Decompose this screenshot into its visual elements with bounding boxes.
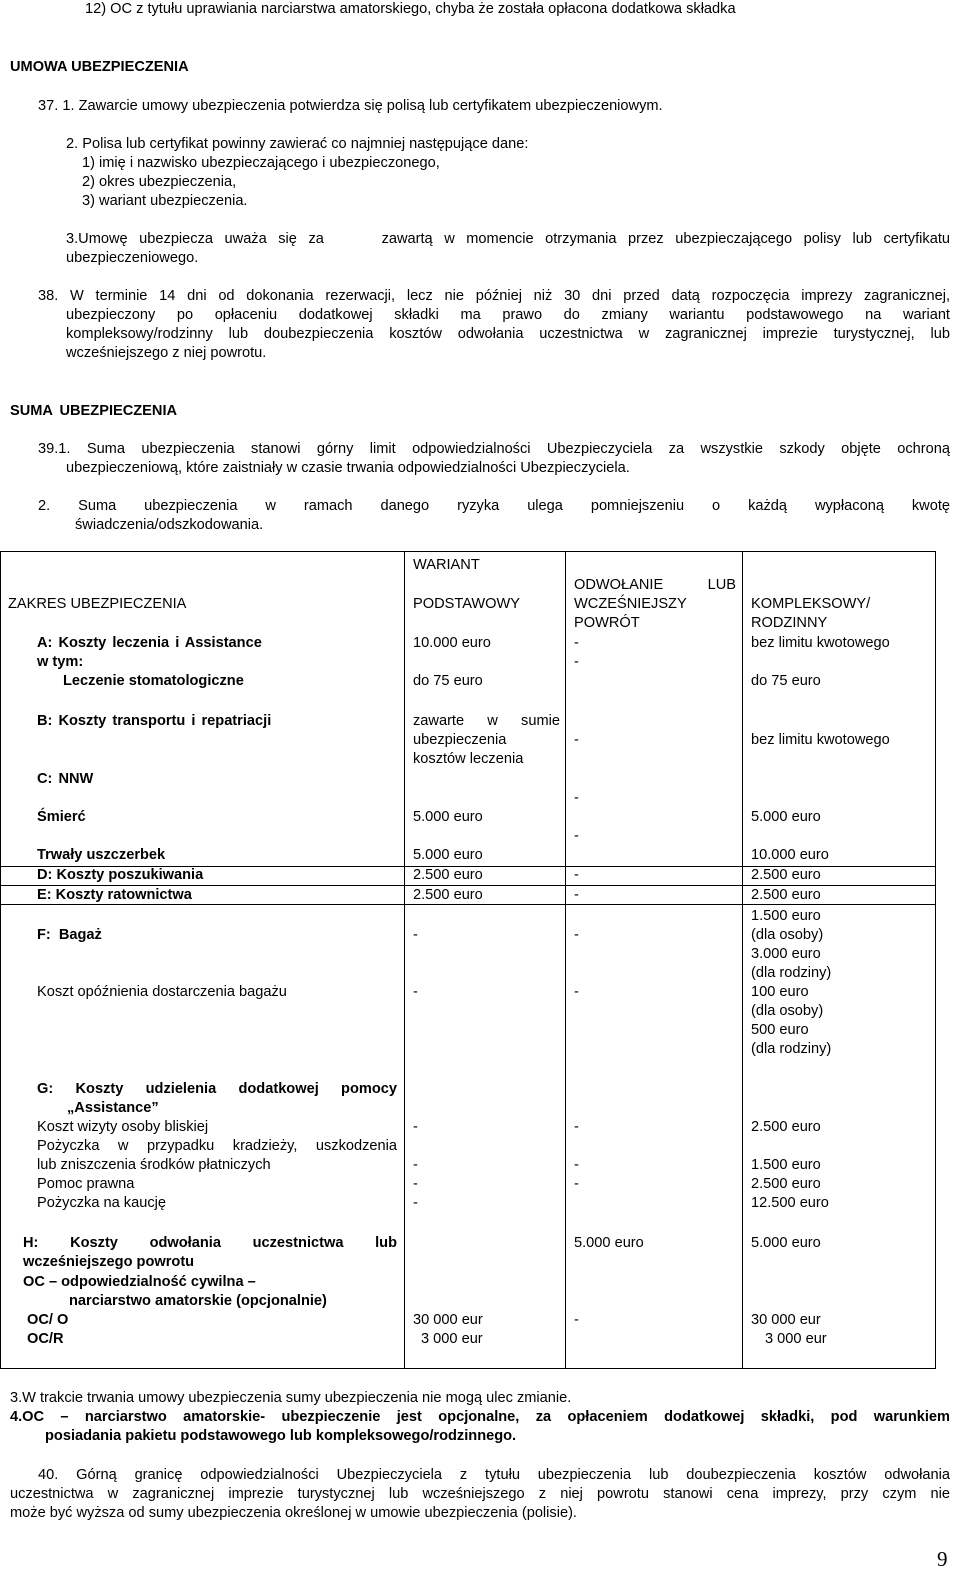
header-zakres: ZAKRES UBEZPIECZENIA	[8, 596, 187, 612]
header-wariant: WARIANT	[413, 557, 480, 573]
row-g-item: Pożyczka w przypadku kradzieży, uszkodzenia	[37, 1138, 397, 1154]
cell-value: do 75 euro	[751, 673, 821, 689]
header-odwolanie: POWRÓT	[574, 615, 640, 631]
row-g-item: lub zniszczenia środków płatniczych	[37, 1157, 271, 1173]
row-h-label: H: Koszty odwołania uczestnictwa lub	[23, 1235, 397, 1251]
row-a-label: A: Koszty leczenia i Assistance	[37, 635, 262, 651]
cell-value: 5.000 euro	[751, 809, 821, 825]
row-g-label: G: Koszty udzielenia dodatkowej pomocy	[37, 1081, 397, 1097]
cell-value: -	[574, 1312, 579, 1328]
paragraph-38-cont: wcześniejszego z niej powrotu.	[66, 345, 267, 361]
list-item: 2) okres ubezpieczenia,	[82, 174, 237, 190]
cell-value: 2.500 euro	[413, 867, 483, 883]
row-g-item: Pomoc prawna	[37, 1176, 135, 1192]
cell-value: 10.000 euro	[413, 635, 491, 651]
row-f2-label: Koszt opóźnienia dostarczenia bagażu	[37, 984, 287, 1000]
row-f-label: F: Bagaż	[37, 927, 102, 943]
paragraph-40-cont: uczestnictwa w zagranicznej imprezie turystycznej lub wcześniejszego z niej powrotu stanowi cena imprezy, przy czym nie	[10, 1486, 950, 1502]
cell-value: -	[413, 927, 418, 943]
row-oc-label: narciarstwo amatorskie (opcjonalnie)	[69, 1293, 327, 1309]
cell-value: 2.500 euro	[751, 1176, 821, 1192]
paragraph-38: 38. W terminie 14 dni od dokonania rezerwacji, lecz nie później niż 30 dni przed datą rozpoczęcia imprezy zagranicznej,	[38, 288, 950, 304]
cell-value: -	[574, 635, 579, 651]
cell-value: -	[413, 1119, 418, 1135]
row-b-label: B: Koszty transportu i repatriacji	[37, 713, 272, 729]
row-g-item: Koszt wizyty osoby bliskiej	[37, 1119, 209, 1135]
cell-value: -	[574, 828, 579, 844]
cell-value: -	[574, 1157, 579, 1173]
cell-value: 3 000 eur	[765, 1331, 827, 1347]
row-d-label: D: Koszty poszukiwania	[37, 867, 204, 883]
cell-value: 2.500 euro	[751, 887, 821, 903]
row-oc-o: OC/ O	[27, 1312, 69, 1328]
cell-value: ubezpieczenia	[413, 732, 507, 748]
top-line: 12) OC z tytułu uprawiania narciarstwa amatorskiego, chyba że została opłacona dodatkowa składka	[85, 1, 736, 17]
cell-value: do 75 euro	[413, 673, 483, 689]
paragraph-40: 40. Górną granicę odpowiedzialności Ubezpieczyciela z tytułu ubezpieczenia lub doubezpieczenia kosztów odwołania	[38, 1467, 950, 1483]
cell-value: (dla osoby)	[751, 1003, 824, 1019]
row-a-stomat: Leczenie stomatologiczne	[63, 673, 244, 689]
row-h-label: wcześniejszego powrotu	[23, 1254, 195, 1270]
section-title-suma: SUMA UBEZPIECZENIA	[10, 403, 178, 419]
cell-value: 1.500 euro	[751, 1157, 821, 1173]
paragraph-38-cont: ubezpieczony po opłaceniu dodatkowej składki ma prawo do zmiany wariantu podstawowego na wariant	[66, 307, 950, 323]
cell-value: -	[574, 887, 579, 903]
cell-value: -	[413, 984, 418, 1000]
cell-value: 30 000 eur	[413, 1312, 483, 1328]
header-odwolanie: ODWOŁANIE LUB	[574, 577, 736, 593]
row-oc-r: OC/R	[27, 1331, 64, 1347]
cell-value: -	[574, 654, 579, 670]
header-odwolanie: WCZEŚNIEJSZY	[574, 596, 687, 612]
row-g-label: „Assistance”	[67, 1100, 159, 1116]
cell-value: 3.000 euro	[751, 946, 821, 962]
cell-value: 30 000 eur	[751, 1312, 821, 1328]
list-item: 3) wariant ubezpieczenia.	[82, 193, 248, 209]
paragraph-38-cont: kompleksowy/rodzinny lub doubezpieczenia kosztów odwołania uczestnictwa w zagranicznej imprezie turystycznej, lub	[66, 326, 950, 342]
cell-value: 5.000 euro	[413, 809, 483, 825]
cell-value: bez limitu kwotowego	[751, 635, 890, 651]
cell-value: 2.500 euro	[751, 1119, 821, 1135]
paragraph-39-2-cont: świadczenia/odszkodowania.	[75, 517, 264, 533]
cell-value: (dla osoby)	[751, 927, 824, 943]
header-kompleksowy: KOMPLEKSOWY/	[751, 596, 871, 612]
cell-value: 3 000 eur	[421, 1331, 483, 1347]
page-number: 9	[937, 1547, 948, 1571]
cell-value: -	[574, 984, 579, 1000]
paragraph-40-cont: może być wyższa od sumy ubezpieczenia określonej w umowie ubezpieczenia (polisie).	[10, 1505, 577, 1521]
paragraph-39-2: 2. Suma ubezpieczenia w ramach danego ryzyka ulega pomniejszeniu o każdą wypłaconą kwotę	[38, 498, 950, 514]
paragraph-39-cont: ubezpieczeniową, które zaistniały w czasie trwania odpowiedzialności Ubezpieczyciela.	[66, 460, 630, 476]
cell-value: -	[574, 732, 579, 748]
cell-value: 5.000 euro	[574, 1235, 644, 1251]
cell-value: -	[574, 927, 579, 943]
header-kompleksowy: RODZINNY	[751, 615, 828, 631]
cell-value: 100 euro	[751, 984, 809, 1000]
cell-value: -	[574, 1176, 579, 1192]
paragraph-37-3: 3.Umowę ubezpiecza uważa się za zawartą w momencie otrzymania przez ubezpieczającego polisy lub certyfikatu	[66, 231, 950, 247]
cell-value: 5.000 euro	[751, 1235, 821, 1251]
cell-value: -	[413, 1157, 418, 1173]
row-c-smierc: Śmierć	[37, 809, 86, 825]
cell-value: zawarte w sumie	[413, 713, 560, 729]
row-c-label: C: NNW	[37, 771, 94, 787]
cell-value: 1.500 euro	[751, 908, 821, 924]
paragraph-4: 4.OC – narciarstwo amatorskie- ubezpieczenie jest opcjonalne, za opłaceniem dodatkowej składki, pod warunkiem	[10, 1409, 950, 1425]
paragraph-37: 37. 1. Zawarcie umowy ubezpieczenia potwierdza się polisą lub certyfikatem ubezpieczeniowym.	[38, 98, 663, 114]
header-podstawowy: PODSTAWOWY	[413, 596, 521, 612]
cell-value: (dla rodziny)	[751, 1041, 832, 1057]
cell-value: bez limitu kwotowego	[751, 732, 890, 748]
row-c-trwaly: Trwały uszczerbek	[37, 847, 166, 863]
cell-value: 12.500 euro	[751, 1195, 829, 1211]
list-item: 1) imię i nazwisko ubezpieczającego i ubezpieczonego,	[82, 155, 440, 171]
cell-value: -	[413, 1195, 418, 1211]
cell-value: (dla rodziny)	[751, 965, 832, 981]
cell-value: -	[574, 867, 579, 883]
row-g-item: Pożyczka na kaucję	[37, 1195, 166, 1211]
row-e-label: E: Koszty ratownictwa	[37, 887, 192, 903]
row-a-sublabel: w tym:	[37, 654, 84, 670]
paragraph-3: 3.W trakcie trwania umowy ubezpieczenia sumy ubezpieczenia nie mogą ulec zmianie.	[10, 1390, 572, 1406]
cell-value: -	[574, 1119, 579, 1135]
cell-value: 500 euro	[751, 1022, 809, 1038]
row-oc-label: OC – odpowiedzialność cywilna –	[23, 1274, 256, 1290]
cell-value: 10.000 euro	[751, 847, 829, 863]
paragraph-37-3-cont: ubezpieczeniowego.	[66, 250, 199, 266]
section-title-umowa: UMOWA UBEZPIECZENIA	[10, 59, 189, 75]
cell-value: -	[413, 1176, 418, 1192]
cell-value: 5.000 euro	[413, 847, 483, 863]
cell-value: -	[574, 790, 579, 806]
cell-value: 2.500 euro	[413, 887, 483, 903]
paragraph-37-2: 2. Polisa lub certyfikat powinny zawierać co najmniej następujące dane:	[66, 136, 529, 152]
cell-value: 2.500 euro	[751, 867, 821, 883]
paragraph-39: 39.1. Suma ubezpieczenia stanowi górny limit odpowiedzialności Ubezpieczyciela za wszystkie szkody objęte ochroną	[38, 441, 950, 457]
paragraph-4-cont: posiadania pakietu podstawowego lub kompleksowego/rodzinnego.	[45, 1428, 517, 1444]
cell-value: kosztów leczenia	[413, 751, 524, 767]
